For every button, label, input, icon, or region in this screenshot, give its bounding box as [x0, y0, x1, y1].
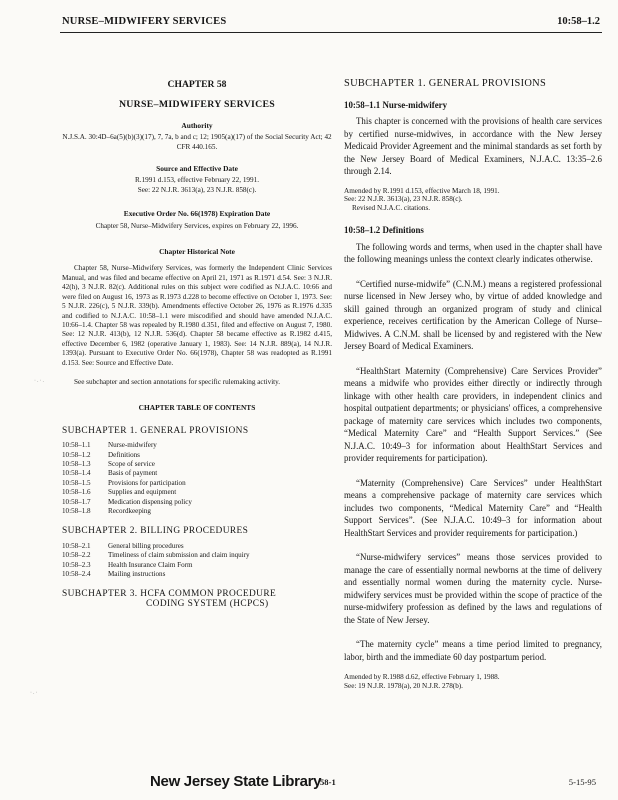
page-number: 58-1 [320, 777, 336, 787]
toc-section-title: Provisions for participation [108, 478, 186, 487]
source-text-2: See: 22 N.J.R. 3613(a), 23 N.J.R. 858(c). [137, 185, 257, 194]
left-column [62, 78, 332, 614]
chapter-title: NURSE–MIDWIFERY SERVICES [118, 99, 276, 111]
toc-section-title: General billing procedures [108, 541, 184, 550]
see-annotations-text: See subchapter and section annotations for specific rulemaking activity. [74, 377, 281, 386]
section-1-2-note-line: See: 19 N.J.R. 1978(a), 20 N.J.R. 278(b). [344, 681, 463, 690]
toc-subchapter-3-line-2: CODING SYSTEM (HCPCS) [146, 598, 269, 609]
table-of-contents-heading: CHAPTER TABLE OF CONTENTS [138, 403, 256, 413]
toc-section-number: 10:58–1.4 [62, 469, 91, 478]
section-1-2-note [344, 673, 602, 690]
executive-order-heading: Executive Order No. 66(1978) Expiration Date [123, 209, 271, 219]
toc-section-number: 10:58–1.6 [62, 488, 91, 497]
toc-entry [62, 542, 250, 551]
definition-nurse-midwifery-services: “Nurse-midwifery services” means those services provided to manage the care of essentially normal newborns at the time of delivery and essentially normal women during the maternity cycle. Nurse-midwifery services must be provided within the scope of practice of the nurse-midwifery profession as defined by the laws and regulations of the State of New Jersey. [344, 552, 602, 625]
header-section-number: 10:58–1.2 [557, 16, 600, 27]
toc-section-number: 10:58–1.8 [62, 507, 91, 515]
section-1-1-text: This chapter is concerned with the provisions of health care services by certified nurse-midwives, in accordance with the New Jersey Medicaid Provider Agreement and the minimal standards as set forth by the New Jersey Board of Medical Examiners, N.J.A.C. 13:35–2.6 through 2.14. [344, 116, 602, 176]
toc-section-number: 10:58–1.5 [62, 478, 91, 487]
section-1-2-note-line: Amended by R.1988 d.62, effective February 1, 1988. [344, 673, 500, 682]
toc-section-title: Scope of service [108, 459, 155, 468]
toc-entry [62, 451, 192, 460]
toc-section-title: Basis of payment [108, 469, 158, 478]
section-1-1-note [344, 187, 602, 213]
toc-section-title: Recordkeeping [108, 507, 151, 515]
toc-entry [62, 441, 192, 450]
revision-date: 5-15-95 [568, 777, 596, 787]
toc-section-number: 10:58–1.1 [62, 441, 91, 450]
toc-entry [62, 507, 192, 516]
toc-section-number: 10:58–2.1 [62, 541, 91, 550]
definition-maternity-care-services: “Maternity (Comprehensive) Care Services” under HealthStart means a comprehensive package of maternity care services which includes two components, “Medical Maternity Care” and “Health Support Services”. (See N.J.A.C. 10:49–3 for information about HealthStart Services and provider requirements for participation.) [344, 477, 602, 538]
toc-entry [62, 551, 250, 560]
executive-order-text: Chapter 58, Nurse–Midwifery Services, expires on February 22, 1996. [95, 221, 299, 230]
toc-entry [62, 498, 192, 507]
toc-entry [62, 460, 192, 469]
historical-note-text: Chapter 58, Nurse–Midwifery Services, was formerly the Independent Clinic Services Manual, and was filed and became effective on April 21, 1971 as R.1971 d.54. See: 3 N.J.R. 42(h), 3 N.J.R. 82(c). Additional rules on this subject were codified as N.J.A.C. 10:66 and were filed on August 16, 1973 as R.1973 d.228 to become effective on October 1, 1973. See: 5 N.J.R. 226(c), 5 N.J.R. 339(b). Amendments effective October 26, 1976 as R.1976 d.335 and codified to N.J.A.C. 10:58–1.1 were miscodified and should have amended N.J.A.C. 10:66–1.4. Chapter 58 was repealed by R.1980 d.351, filed and effective on August 7, 1980. See: 12 N.J.R. 413(b), 12 N.J.R. 536(d). Chapter 58 became effective as R.1982 d.415, effective December 6, 1982 (operative January 1, 1983). See: 14 N.J.R. 889(a), 14 N.J.R. 1393(a). Pursuant to Executive Order No. 66(1978), Chapter 58 was readopted as R.1991 d.153. See: Source and Effective Date. [62, 264, 332, 367]
toc-section-number: 10:58–1.3 [62, 459, 91, 468]
toc-entry [62, 570, 250, 579]
historical-note-heading: Chapter Historical Note [159, 247, 235, 257]
toc-section-title: Medication dispensing policy [108, 497, 192, 506]
toc-section-title: Timeliness of claim submission and claim inquiry [108, 551, 250, 560]
definitions-intro: The following words and terms, when used in the chapter shall have the following meanings unless the context clearly indicates otherwise. [344, 241, 602, 265]
authority-heading: Authority [181, 120, 213, 130]
definition-maternity-cycle: “The maternity cycle” means a time period limited to pregnancy, labor, birth and the immediate 60 day postpartum period. [344, 639, 602, 662]
header-rule [60, 32, 602, 33]
section-1-1-note-line: Amended by R.1991 d.153, effective March 18, 1991. [344, 186, 500, 195]
library-stamp: New Jersey State Library [150, 773, 322, 790]
toc-section-number: 10:58–1.7 [62, 497, 91, 506]
toc-subchapter-2: SUBCHAPTER 2. BILLING PROCEDURES [62, 526, 249, 537]
chapter-number: CHAPTER 58 [167, 79, 227, 90]
section-1-2-heading: 10:58–1.2 Definitions [344, 225, 424, 236]
toc-entry [62, 469, 192, 478]
section-1-1-note-line: See: 22 N.J.R. 3613(a), 23 N.J.R. 858(c). [344, 195, 463, 204]
scan-speck: ·.·. [34, 378, 45, 384]
right-column [344, 78, 602, 702]
toc-list-subchapter-1 [62, 441, 192, 516]
toc-section-title: Supplies and equipment [108, 488, 177, 497]
toc-entry [62, 488, 192, 497]
toc-section-title: Health Insurance Claim Form [108, 560, 193, 569]
running-header [0, 12, 618, 44]
subchapter-heading: SUBCHAPTER 1. GENERAL PROVISIONS [344, 78, 547, 89]
authority-text: N.J.S.A. 30:4D–6a(5)(b)(3)(17), 7, 7a, b and c; 12; 1905(a)(17) of the Social Security Act; 42 CFR 440.165. [62, 133, 332, 151]
toc-section-title: Nurse-midwifery [108, 441, 157, 450]
toc-section-number: 10:58–1.2 [62, 450, 91, 459]
toc-entry [62, 561, 250, 570]
toc-section-number: 10:58–2.2 [62, 551, 91, 560]
source-heading: Source and Effective Date [156, 164, 238, 174]
source-text-1: R.1991 d.153, effective February 22, 1991. [134, 176, 260, 185]
toc-section-title: Mailing instructions [108, 570, 166, 579]
scan-speck: ·.· [30, 690, 39, 696]
definition-healthstart-provider: “HealthStart Maternity (Comprehensive) Care Services Provider” means a midwife who provides either directly or indirectly through linkage with other health care providers, in independent clinics and hospital outpatient departments; or physicians' offices, a comprehensive package of maternity care services which includes two components, “Medical Maternity Care” and “Health Support Services.” (See N.J.A.C. 10:49–3 for information about HealthStart Services and provider requirements for participation). [344, 365, 602, 464]
toc-section-number: 10:58–2.4 [62, 570, 91, 579]
toc-section-title: Definitions [108, 450, 140, 459]
header-title: NURSE–MIDWIFERY SERVICES [62, 16, 227, 27]
section-1-1-note-line: Revised N.J.A.C. citations. [352, 203, 431, 212]
definition-certified-nurse-midwife: “Certified nurse-midwife” (C.N.M.) means a registered professional nurse licensed in New Jersey who, by virtue of added knowledge and skill gained through an organized program of study and clinical experience, receives certification by the American College of Nurse–Midwives. A C.N.M. shall be licensed by and registered with the New Jersey Board of Medical Examiners. [344, 278, 602, 352]
section-1-1-heading: 10:58–1.1 Nurse-midwifery [344, 99, 448, 110]
toc-section-number: 10:58–2.3 [62, 560, 91, 569]
toc-entry [62, 479, 192, 488]
toc-list-subchapter-2 [62, 542, 250, 580]
toc-subchapter-1: SUBCHAPTER 1. GENERAL PROVISIONS [62, 425, 249, 436]
toc-subchapter-3-line-1: SUBCHAPTER 3. HCFA COMMON PROCEDURE [62, 589, 277, 600]
